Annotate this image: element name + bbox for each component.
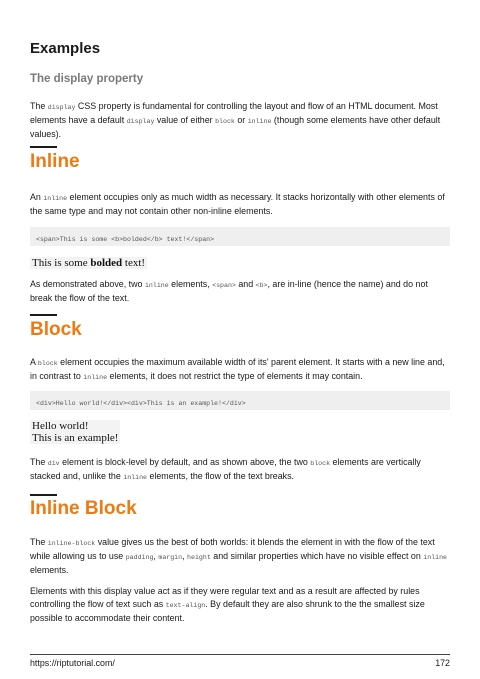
section-rule (30, 146, 57, 148)
block-text: The (30, 457, 48, 467)
rendered-example-inline (30, 257, 147, 269)
ib-code: margin (158, 554, 183, 561)
code-block-block (30, 391, 450, 410)
ib-text: , (153, 551, 159, 561)
section-title-block: Block (30, 319, 82, 340)
block-paragraph-2 (30, 456, 450, 484)
intro-code: display (47, 104, 76, 111)
ib-text: . By default they are also shrunk to the the smallest size possible to accommodate their content. (30, 599, 425, 623)
ib-code: padding (125, 554, 154, 561)
rendered-line: This is an example! (32, 432, 119, 444)
page-number: 172 (435, 658, 450, 668)
inline-paragraph-2 (30, 278, 450, 305)
block-code: inline (83, 374, 108, 381)
code-line: <div>Hello world!</div><div>This is an example!</div> (36, 400, 246, 407)
rendered-text: This is some (32, 257, 91, 269)
intro-text: CSS property is fundamental for controlling the layout and flow of an HTML document. Most elements have a default (30, 101, 438, 125)
ib-code: height (187, 554, 211, 561)
block-code: block (310, 460, 331, 467)
intro-text: value of either (154, 115, 216, 125)
ib-code: text-align (165, 602, 206, 609)
block-text: elements, it does not restrict the type of elements it may contain. (107, 371, 363, 381)
ib-code: inline (423, 554, 448, 561)
ib-code: inline-block (47, 540, 96, 547)
ib-text: elements. (30, 565, 69, 575)
rendered-line: Hello world! (32, 420, 89, 432)
ib-text: Elements with this display value act as if they were regular text and as a result are affected by rules controlling the flow of text such as (30, 586, 420, 609)
block-paragraph-1 (30, 356, 450, 384)
intro-code: inline (247, 118, 272, 125)
block-text: A (30, 357, 38, 367)
inline-text: , are in-line (hence the name) and do not break the flow of the text. (30, 279, 428, 303)
intro-text: (though some elements have other default values). (30, 115, 441, 139)
section-title-inline-block: Inline Block (30, 498, 137, 519)
inline-text: An (30, 192, 44, 202)
ib-text: The (30, 537, 48, 547)
section-title-inline: Inline (30, 151, 80, 172)
rendered-bold-text: bolded (90, 257, 123, 269)
intro-paragraph (30, 100, 450, 141)
inline-text: element occupies only as much width as necessary. It stacks horizontally with other elements of the same type and may not contain other non-inline elements. (30, 192, 445, 216)
rendered-text: text! (122, 257, 146, 269)
block-text: element is block-level by default, and as shown above, the two (59, 457, 311, 467)
section-rule (30, 314, 57, 316)
inline-text: As demonstrated above, two (30, 279, 145, 289)
intro-text: or (234, 115, 248, 125)
inline-block-paragraph-2 (30, 585, 450, 625)
code-line: <span>This is some <b>bolded</b> text!</span> (36, 236, 215, 243)
code-block-inline (30, 227, 450, 246)
inline-code: inline (144, 282, 169, 289)
inline-text: and (235, 279, 256, 289)
page-heading: Examples (30, 40, 101, 57)
block-code: inline (123, 474, 147, 481)
block-code: div (47, 460, 60, 467)
block-text: element occupies the maximum available width of its' parent element. It starts with a new line and, in contrast to (30, 357, 445, 381)
block-code: block (37, 360, 58, 367)
inline-code: inline (43, 195, 68, 202)
ib-text: and similar properties which have no visible effect on (210, 551, 424, 561)
section-rule (30, 494, 57, 496)
inline-text: elements, (168, 279, 213, 289)
footer-divider (30, 654, 450, 655)
inline-paragraph-1 (30, 191, 450, 218)
inline-code: <span> (212, 282, 236, 289)
ib-text: , (182, 551, 188, 561)
block-text: elements are vertically stacked and, unlike the (30, 457, 421, 481)
intro-text: The (30, 101, 48, 111)
inline-code: <b> (255, 282, 268, 289)
page-subheading: The display property (30, 73, 144, 85)
inline-block-paragraph-1 (30, 536, 450, 577)
rendered-example-block (30, 420, 120, 444)
intro-code: display (126, 118, 155, 125)
block-text: elements, the flow of the text breaks. (147, 471, 295, 481)
ib-text: value gives us the best of both worlds: it blends the element in with the flow of the text while allowing us to use (30, 537, 435, 561)
footer-url-link[interactable]: https://riptutorial.com/ (30, 658, 115, 668)
intro-code: block (215, 118, 235, 125)
